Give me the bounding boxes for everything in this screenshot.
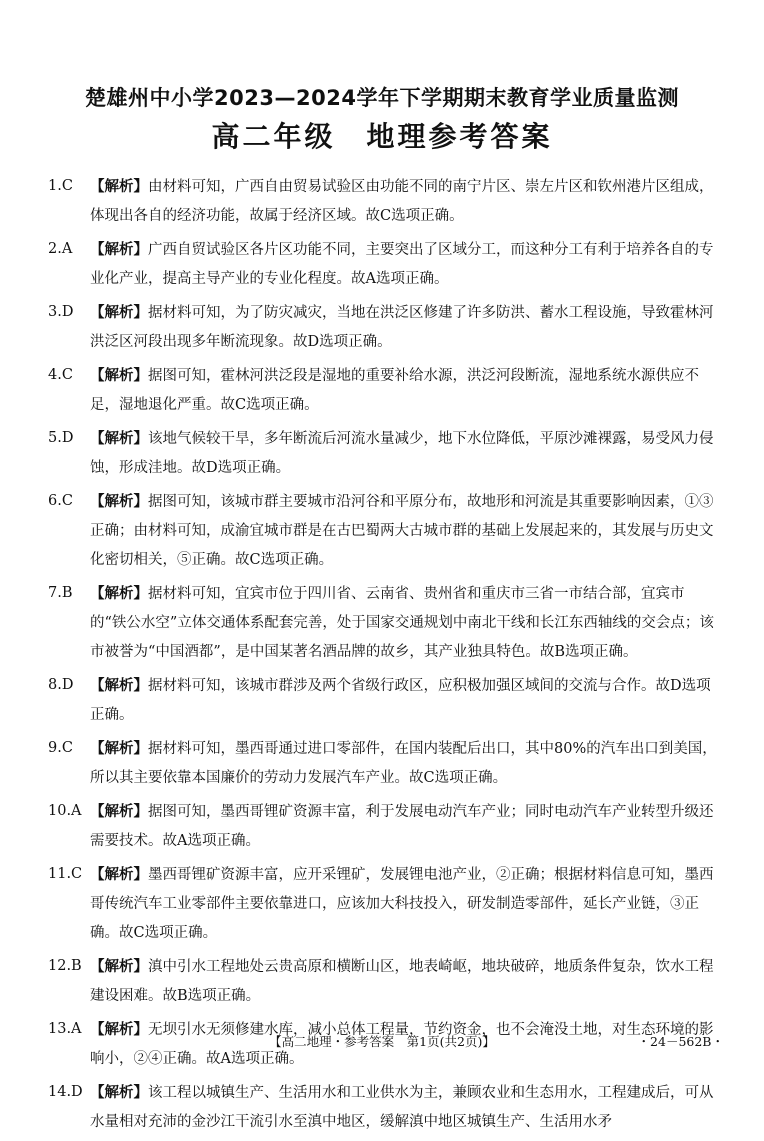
exam-title: 楚雄州中小学2023—2024学年下学期期末教育学业质量监测 — [85, 86, 679, 110]
answer-explanation: 滇中引水工程地处云贵高原和横断山区，地表崎岖，地块破碎，地质条件复杂，饮水工程建设困难。故B选项正确。 — [90, 959, 714, 1004]
answer-number: 10.A — [48, 803, 82, 819]
analysis-tag: 【解析】 — [90, 241, 148, 258]
answer-number: 7.B — [48, 585, 73, 601]
analysis-tag: 【解析】 — [90, 1021, 148, 1038]
answer-item — [48, 734, 720, 793]
answer-item — [48, 298, 720, 357]
analysis-tag: 【解析】 — [90, 866, 148, 883]
answer-number: 14.D — [48, 1084, 83, 1100]
answer-number: 4.C — [48, 367, 73, 383]
answer-list — [48, 172, 720, 1141]
answer-number: 6.C — [48, 493, 73, 509]
answer-item — [48, 952, 720, 1011]
answer-number: 9.C — [48, 740, 73, 756]
answer-explanation: 据图可知，墨西哥锂矿资源丰富，利于发展电动汽车产业；同时电动汽车产业转型升级还需要技术。故A选项正确。 — [90, 804, 714, 849]
answer-item — [48, 424, 720, 483]
answer-number: 8.D — [48, 677, 74, 693]
answer-item — [48, 671, 720, 730]
analysis-tag: 【解析】 — [90, 367, 148, 384]
answer-number: 12.B — [48, 958, 82, 974]
analysis-tag: 【解析】 — [90, 740, 148, 757]
answer-number: 1.C — [48, 178, 73, 194]
answer-explanation: 据材料可知，墨西哥通过进口零部件，在国内装配后出口，其中80%的汽车出口到美国，所以其主要依靠本国廉价的劳动力发展汽车产业。故C选项正确。 — [90, 741, 717, 786]
answer-explanation: 该工程以城镇生产、生活用水和工业供水为主，兼顾农业和生态用水，工程建成后，可从水量相对充沛的金沙江干流引水至滇中地区，缓解滇中地区城镇生产、生活用水矛 — [90, 1085, 714, 1130]
answer-explanation: 广西自贸试验区各片区功能不同，主要突出了区域分工，而这种分工有利于培养各自的专业化产业，提高主导产业的专业化程度。故A选项正确。 — [90, 242, 714, 287]
answer-explanation: 据材料可知，该城市群涉及两个省级行政区，应积极加强区域间的交流与合作。故D选项正确。 — [90, 678, 711, 723]
answer-explanation: 由材料可知，广西自由贸易试验区由功能不同的南宁片区、崇左片区和钦州港片区组成，体现出各自的经济功能，故属于经济区域。故C选项正确。 — [90, 179, 714, 224]
answer-explanation: 据图可知，霍林河洪泛段是湿地的重要补给水源，洪泛河段断流，湿地系统水源供应不足，湿地退化严重。故C选项正确。 — [90, 368, 699, 413]
footer-page-info: 【高二地理・参考答案 第1页(共2页)】 — [269, 1034, 495, 1049]
answer-number: 3.D — [48, 304, 74, 320]
answer-item — [48, 797, 720, 856]
answer-number: 2.A — [48, 241, 73, 257]
answer-explanation: 据图可知，该城市群主要城市沿河谷和平原分布，故地形和河流是其重要影响因素，①③正确；由材料可知，成渝宜城市群是在古巴蜀两大古城市群的基础上发展起来的，其发展与历史文化密切相关，⑤正确。故C选项正确。 — [90, 494, 714, 568]
analysis-tag: 【解析】 — [90, 585, 148, 602]
answer-number: 5.D — [48, 430, 74, 446]
analysis-tag: 【解析】 — [90, 493, 148, 510]
answer-explanation: 据材料可知，为了防灾减灾，当地在洪泛区修建了许多防洪、蓄水工程设施，导致霍林河洪泛区河段出现多年断流现象。故D选项正确。 — [90, 305, 714, 350]
analysis-tag: 【解析】 — [90, 677, 148, 694]
answer-item — [48, 361, 720, 420]
analysis-tag: 【解析】 — [90, 178, 148, 195]
footer-code: ・24－562B・ — [637, 1034, 724, 1049]
answer-item — [48, 860, 720, 948]
document-title: 高二年级 地理参考答案 — [211, 120, 553, 153]
answer-explanation: 据材料可知，宜宾市位于四川省、云南省、贵州省和重庆市三省一市结合部，宜宾市的“铁公水空”立体交通体系配套完善，处于国家交通规划中南北干线和长江东西轴线的交会点；该市被誉为“中国酒都”，是中国某著名酒品牌的故乡，其产业独具特色。故B选项正确。 — [90, 586, 714, 660]
analysis-tag: 【解析】 — [90, 304, 148, 321]
answer-explanation: 无坝引水无须修建水库，减小总体工程量，节约资金，也不会淹没土地，对生态环境的影响小，②④正确。故A选项正确。 — [90, 1022, 714, 1067]
answer-number: 11.C — [48, 866, 83, 882]
analysis-tag: 【解析】 — [90, 1084, 148, 1101]
answer-item — [48, 1078, 720, 1137]
answer-item — [48, 487, 720, 575]
answer-explanation: 该地气候较干旱，多年断流后河流水量减少，地下水位降低，平原沙滩裸露，易受风力侵蚀，形成洼地。故D选项正确。 — [90, 431, 714, 476]
answer-item — [48, 172, 720, 231]
analysis-tag: 【解析】 — [90, 803, 148, 820]
analysis-tag: 【解析】 — [90, 958, 148, 975]
answer-number: 13.A — [48, 1021, 82, 1037]
answer-explanation: 墨西哥锂矿资源丰富，应开采锂矿，发展锂电池产业，②正确；根据材料信息可知，墨西哥传统汽车工业零部件主要依靠进口，应该加大科技投入，研发制造零部件，延长产业链，③正确。故C选项正确。 — [90, 867, 714, 941]
analysis-tag: 【解析】 — [90, 430, 148, 447]
answer-item — [48, 235, 720, 294]
answer-item — [48, 579, 720, 667]
